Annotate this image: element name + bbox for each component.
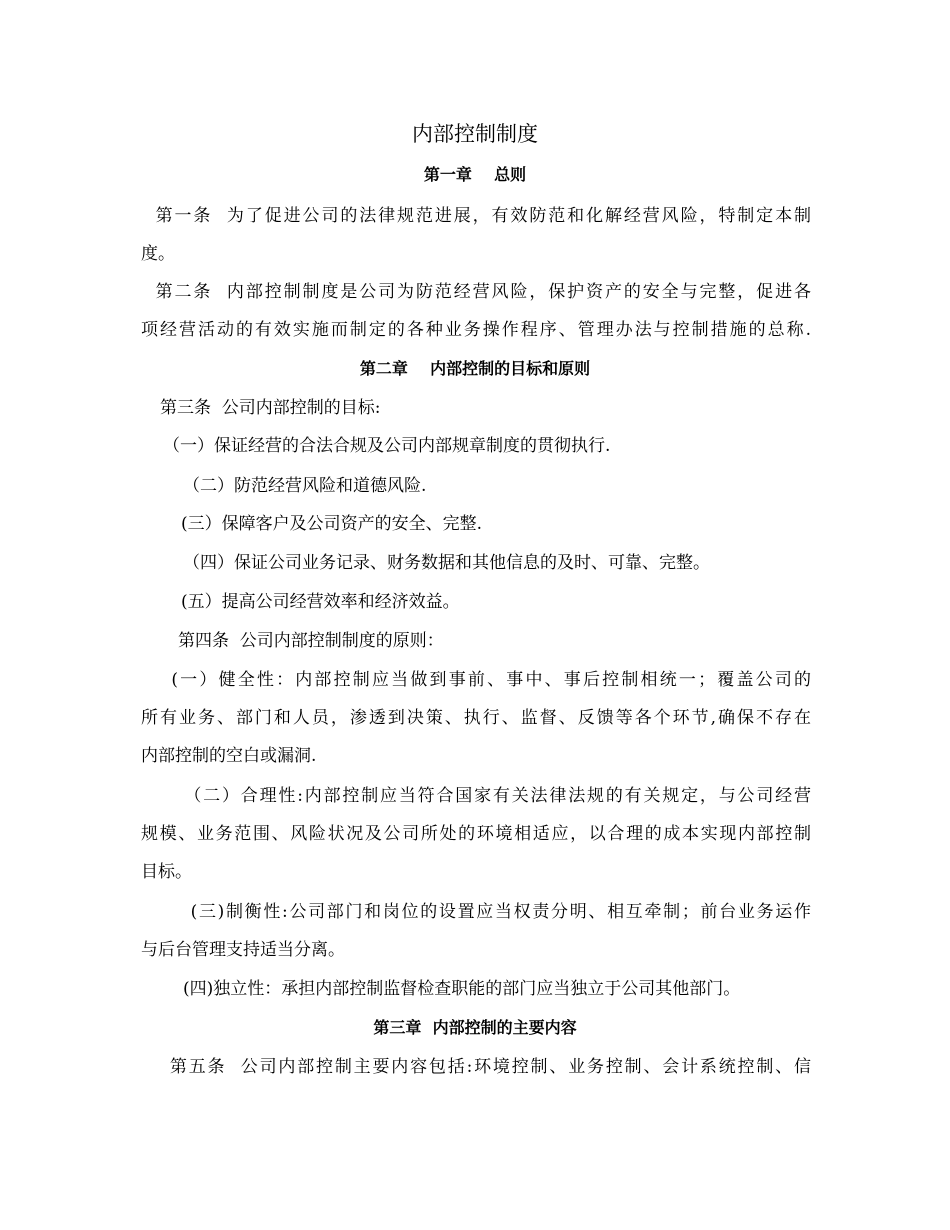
article-4-item-1-line-2: 所有业务、部门和人员，渗透到决策、执行、监督、反馈等各个环节,确保不存在 (141, 708, 811, 728)
article-5-line-1: 第五条 公司内部控制主要内容包括:环境控制、业务控制、会计系统控制、信 (141, 1057, 811, 1077)
article-3-item-5: (五）提高公司经营效率和经济效益。 (181, 592, 460, 612)
article-2-line-2: 项经营活动的有效实施而制定的各种业务操作程序、管理办法与控制措施的总称. (141, 320, 811, 340)
document-title: 内部控制制度 (412, 122, 538, 146)
article-4-item-2-line-3: 目标。 (141, 862, 192, 882)
article-2-line-1: 第二条 内部控制制度是公司为防范经营风险，保护资产的安全与完整，促进各 (141, 282, 811, 302)
article-3-item-4: （四）保证公司业务记录、财务数据和其他信息的及时、可靠、完整。 (183, 553, 710, 573)
article-4-item-1-line-3: 内部控制的空白或漏洞. (141, 746, 317, 766)
article-1-line-2: 度。 (141, 244, 175, 264)
article-3-item-2: （二）防范经营风险和道德风险. (183, 476, 427, 496)
article-4-item-2-line-2: 规模、业务范围、风险状况及公司所处的环境相适应，以合理的成本实现内部控制 (141, 824, 811, 844)
article-4-heading: 第四条 公司内部控制制度的原则： (178, 631, 444, 651)
chapter-3-heading: 第三章 内部控制的主要内容 (373, 1018, 577, 1037)
article-3-item-3: (三）保障客户及公司资产的安全、完整. (181, 514, 483, 534)
article-4-item-3-line-2: 与后台管理支持适当分离。 (141, 940, 345, 960)
chapter-1-heading: 第一章 总则 (423, 165, 527, 184)
article-3-heading: 第三条 公司内部控制的目标: (160, 398, 381, 418)
chapter-2-heading: 第二章 内部控制的目标和原则 (359, 359, 591, 378)
article-4-item-1-line-1: (一）健全性：内部控制应当做到事前、事中、事后控制相统一；覆盖公司的 (141, 670, 811, 690)
article-3-item-1: （一）保证经营的合法合规及公司内部规章制度的贯彻执行. (163, 436, 611, 456)
article-4-item-3-line-1: (三)制衡性:公司部门和岗位的设置应当权责分明、相互牵制；前台业务运作 (141, 902, 811, 922)
article-4-item-2-line-1: （二）合理性:内部控制应当符合国家有关法律法规的有关规定，与公司经营 (141, 786, 811, 806)
article-4-item-4: (四)独立性：承担内部控制监督检查职能的部门应当独立于公司其他部门。 (183, 979, 741, 999)
article-1-line-1: 第一条 为了促进公司的法律规范进展，有效防范和化解经营风险，特制定本制 (141, 206, 811, 226)
